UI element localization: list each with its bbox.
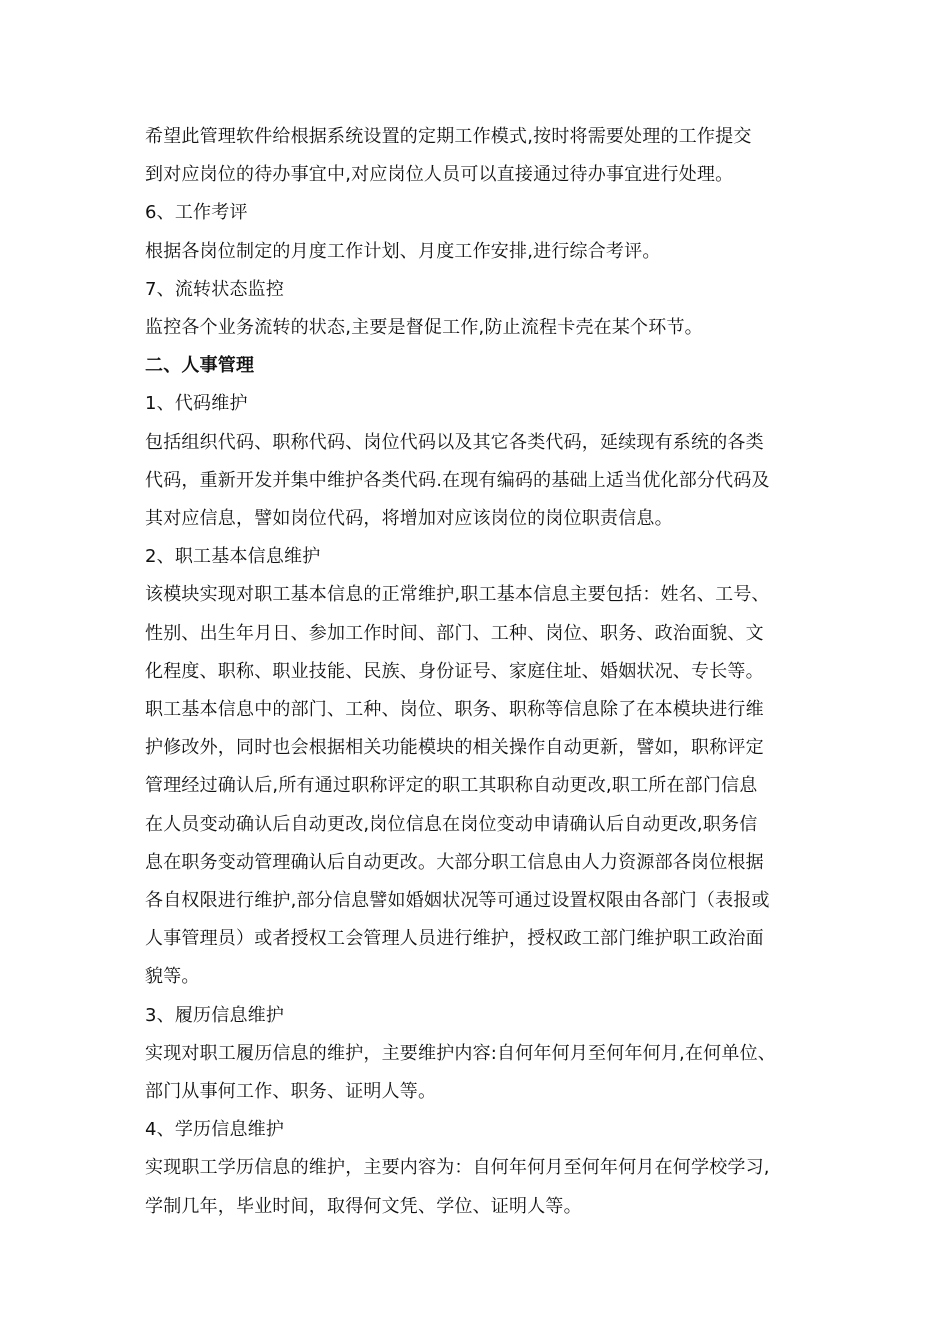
section-heading: 6、工作考评 — [145, 202, 248, 224]
section-heading: 7、流转状态监控 — [145, 278, 285, 300]
paragraph-line: 职工基本信息中的部门、工种、岗位、职务、职称等信息除了在本模块进行维 — [145, 699, 764, 721]
section-heading: 3、履历信息维护 — [145, 1004, 285, 1026]
section-heading: 2、职工基本信息维护 — [145, 546, 321, 568]
paragraph-line: 代码，重新开发并集中维护各类代码.在现有编码的基础上适当优化部分代码及 — [145, 469, 770, 491]
paragraph-line: 息在职务变动管理确认后自动更改。大部分职工信息由人力资源部各岗位根据 — [145, 851, 764, 873]
document-body — [145, 118, 809, 1226]
paragraph-line: 化程度、职称、职业技能、民族、身份证号、家庭住址、婚姻状况、专长等。 — [145, 660, 764, 682]
section-heading: 1、代码维护 — [145, 393, 248, 415]
paragraph-line: 貌等。 — [145, 966, 200, 988]
paragraph-line: 实现对职工履历信息的维护，主要维护内容:自何年何月至何年何月,在何单位、 — [145, 1042, 776, 1064]
paragraph-line: 包括组织代码、职称代码、岗位代码以及其它各类代码，延续现有系统的各类 — [145, 431, 764, 453]
paragraph-line: 性别、出生年月日、参加工作时间、部门、工种、岗位、职务、政治面貌、文 — [145, 622, 764, 644]
paragraph-line: 该模块实现对职工基本信息的正常维护,职工基本信息主要包括：姓名、工号、 — [145, 584, 770, 606]
paragraph-line: 其对应信息，譬如岗位代码，将增加对应该岗位的岗位职责信息。 — [145, 508, 673, 530]
paragraph-line: 监控各个业务流转的状态,主要是督促工作,防止流程卡壳在某个环节。 — [145, 317, 703, 339]
section-heading: 4、学历信息维护 — [145, 1119, 285, 1141]
paragraph-line: 到对应岗位的待办事宜中,对应岗位人员可以直接通过待办事宜进行处理。 — [145, 164, 734, 186]
paragraph-line: 人事管理员）或者授权工会管理人员进行维护，授权政工部门维护职工政治面 — [145, 928, 764, 950]
paragraph-line: 在人员变动确认后自动更改,岗位信息在岗位变动申请确认后自动更改,职务信 — [145, 813, 758, 835]
paragraph-line: 各自权限进行维护,部分信息譬如婚姻状况等可通过设置权限由各部门（表报或 — [145, 890, 770, 912]
paragraph-line: 根据各岗位制定的月度工作计划、月度工作安排,进行综合考评。 — [145, 240, 661, 262]
chapter-heading: 二、人事管理 — [145, 355, 255, 377]
paragraph-line: 实现职工学历信息的维护，主要内容为：自何年何月至何年何月在何学校学习, — [145, 1157, 770, 1179]
paragraph-line: 学制几年，毕业时间，取得何文凭、学位、证明人等。 — [145, 1195, 582, 1217]
paragraph-line: 希望此管理软件给根据系统设置的定期工作模式,按时将需要处理的工作提交 — [145, 126, 752, 147]
paragraph-line: 管理经过确认后,所有通过职称评定的职工其职称自动更改,职工所在部门信息 — [145, 775, 758, 797]
paragraph-line: 部门从事何工作、职务、证明人等。 — [145, 1081, 437, 1103]
paragraph-line: 护修改外，同时也会根据相关功能模块的相关操作自动更新，譬如，职称评定 — [145, 737, 764, 759]
